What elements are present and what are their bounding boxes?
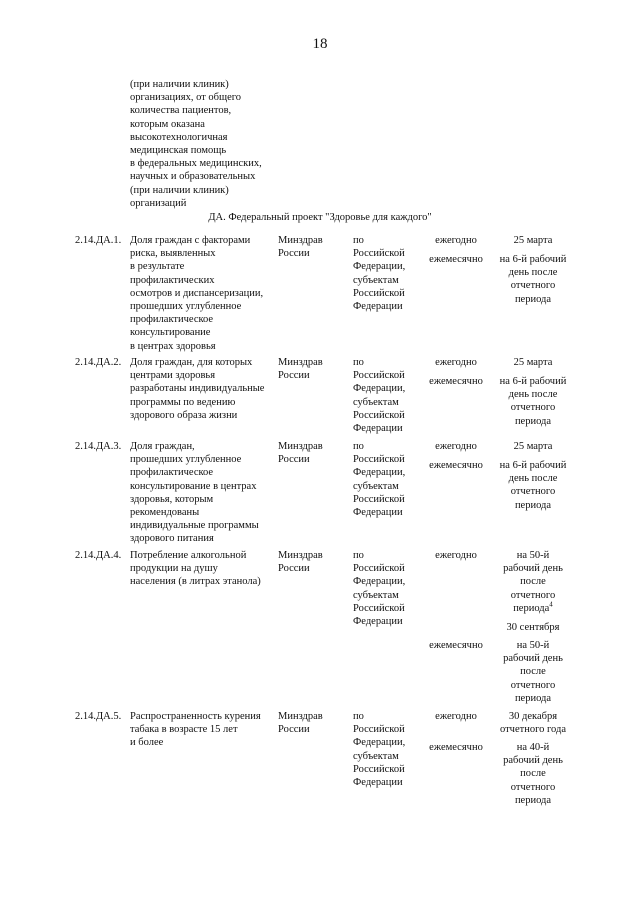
deadline-annual: 25 марта <box>513 235 553 246</box>
indicator-name: Потребление алкогольной продукции на душу населения (в литрах этанола) <box>130 550 261 588</box>
frequency-annual: ежегодно <box>435 711 477 722</box>
responsible-body: Минздрав России <box>278 235 323 260</box>
frequency-monthly: ежемесячно <box>429 254 483 265</box>
footnote-marker: 4 <box>549 600 553 609</box>
frequency-annual: ежегодно <box>435 357 477 368</box>
continuation-text: (при наличии клиник) организациях, от общего количества пациентов, которым оказана высокотехнологичная медицинская помощь в федеральных медицинских, научных и образовательных (при наличии клиник) организаций <box>130 79 262 209</box>
deadline-monthly: на 6-й рабочий день после отчетного периода <box>499 376 567 427</box>
responsible-body: Минздрав России <box>278 357 323 382</box>
deadline-monthly: на 6-й рабочий день после отчетного периода <box>499 460 567 511</box>
deadline <box>478 549 588 704</box>
deadline <box>478 440 588 511</box>
indicator-code: 2.14.ДА.1. <box>75 235 122 246</box>
page-number: 18 <box>312 36 328 52</box>
deadline <box>478 234 588 305</box>
frequency-annual: ежегодно <box>435 550 477 561</box>
deadline-annual: 30 декабря отчетного года <box>499 711 566 736</box>
reporting-level: по Российской Федерации, субъектам Российской Федерации <box>353 357 406 435</box>
deadline <box>478 710 588 806</box>
frequency-annual: ежегодно <box>435 235 477 246</box>
section-title: ДА. Федеральный проект "Здоровье для каждого" <box>208 212 432 223</box>
responsible-body: Минздрав России <box>278 441 323 466</box>
deadline-annual-text: на 50-й рабочий день после отчетного периода <box>503 550 563 614</box>
frequency-annual: ежегодно <box>435 441 477 452</box>
indicator-name: Доля граждан, прошедших углубленное профилактическое консультирование в центрах здоровья, которым рекомендованы индивидуальные программы здорового питания <box>130 441 259 545</box>
deadline-monthly: на 50-й рабочий день после отчетного периода <box>503 640 563 704</box>
reporting-level: по Российской Федерации, субъектам Российской Федерации <box>353 235 406 313</box>
indicator-code: 2.14.ДА.2. <box>75 357 122 368</box>
indicator-name: Доля граждан, для которых центрами здоровья разработаны индивидуальные программы по ведению здорового образа жизни <box>130 357 265 421</box>
deadline <box>478 356 588 427</box>
indicator-code: 2.14.ДА.3. <box>75 441 122 452</box>
responsible-body: Минздрав России <box>278 711 323 736</box>
deadline-monthly: на 40-й рабочий день после отчетного периода <box>503 742 563 806</box>
deadline-annual <box>478 549 588 615</box>
reporting-level: по Российской Федерации, субъектам Российской Федерации <box>353 550 406 628</box>
responsible-body: Минздрав России <box>278 550 323 575</box>
deadline-annual: 25 марта <box>513 357 553 368</box>
deadline-annual: 25 марта <box>513 441 553 452</box>
reporting-level: по Российской Федерации, субъектам Российской Федерации <box>353 441 406 519</box>
indicator-code: 2.14.ДА.4. <box>75 550 122 561</box>
deadline-annual-secondary: 30 сентября <box>506 622 560 633</box>
frequency-monthly: ежемесячно <box>429 742 483 753</box>
indicator-name: Доля граждан с факторами риска, выявленных в результате профилактических осмотров и диспансеризации, прошедших углубленное профилактическое консультирование в центрах здоровья <box>130 235 264 352</box>
frequency-monthly: ежемесячно <box>429 640 483 651</box>
indicator-name: Распространенность курения табака в возрасте 15 лет и более <box>130 711 261 749</box>
indicator-code: 2.14.ДА.5. <box>75 711 122 722</box>
deadline-monthly: на 6-й рабочий день после отчетного периода <box>499 254 567 305</box>
frequency-monthly: ежемесячно <box>429 376 483 387</box>
reporting-level: по Российской Федерации, субъектам Российской Федерации <box>353 711 406 789</box>
frequency-monthly: ежемесячно <box>429 460 483 471</box>
